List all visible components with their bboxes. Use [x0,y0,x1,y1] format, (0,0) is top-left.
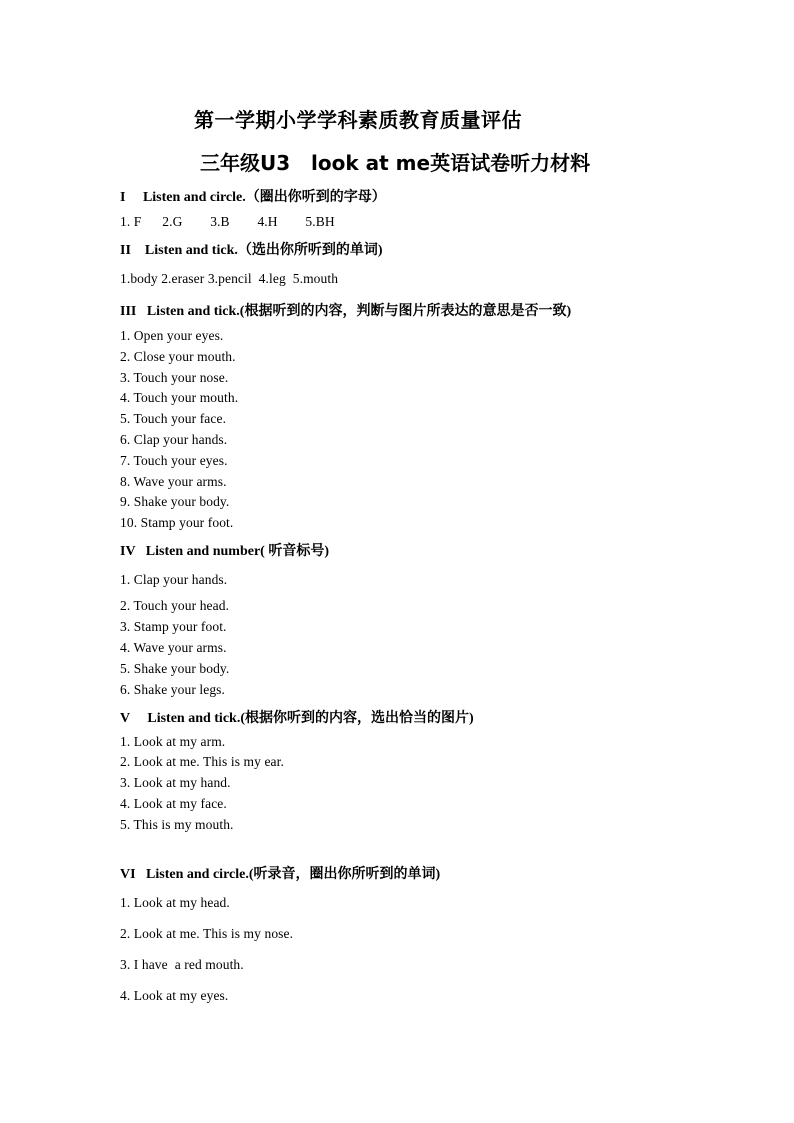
section-6-item: 2. Look at me. This is my nose. [120,926,294,941]
section-4-item: 2. Touch your head. [120,598,230,613]
section-heading-6: VI Listen and circle.(听录音，圈出你所听到的单词) [120,867,441,882]
section-3-item: 1. Open your eyes. [120,328,224,343]
section-3-item: 8. Wave your arms. [120,474,227,489]
section-heading-1: I Listen and circle.（圈出你听到的字母） [120,190,386,205]
section-3-item: 2. Close your mouth. [120,349,236,364]
section-1-item: 1. F 2.G 3.B 4.H 5.BH [120,214,335,229]
section-6-item: 3. I have a red mouth. [120,957,244,972]
section-5-item: 4. Look at my face. [120,796,227,811]
section-3-item: 6. Clap your hands. [120,432,228,447]
section-3-item: 4. Touch your mouth. [120,390,239,405]
section-3-item: 10. Stamp your foot. [120,515,234,530]
section-heading-4: IV Listen and number( 听音标号) [120,544,329,559]
section-5-item: 3. Look at my hand. [120,775,231,790]
section-3-item: 9. Shake your body. [120,494,230,509]
section-4-item: 6. Shake your legs. [120,682,226,697]
section-5-item: 2. Look at me. This is my ear. [120,754,284,769]
section-5-item: 5. This is my mouth. [120,817,234,832]
document-subtitle: 三年级U3 look at me英语试卷听力材料 [200,151,591,175]
section-4-item: 1. Clap your hands. [120,572,228,587]
section-5-item: 1. Look at my arm. [120,734,226,749]
section-6-item: 4. Look at my eyes. [120,988,229,1003]
section-4-item: 5. Shake your body. [120,661,230,676]
section-4-item: 4. Wave your arms. [120,640,227,655]
section-6-item: 1. Look at my head. [120,895,230,910]
section-heading-2: II Listen and tick.（选出你所听到的单词) [120,243,383,258]
section-3-item: 7. Touch your eyes. [120,453,228,468]
section-3-item: 5. Touch your face. [120,411,227,426]
section-3-item: 3. Touch your nose. [120,370,229,385]
section-heading-3: III Listen and tick.(根据听到的内容，判断与图片所表达的意思是否一致) [120,304,572,319]
section-2-item: 1.body 2.eraser 3.pencil 4.leg 5.mouth [120,271,339,286]
section-heading-5: V Listen and tick.(根据你听到的内容，选出恰当的图片) [120,711,474,726]
document-title: 第一学期小学学科素质教育质量评估 [194,108,522,132]
section-4-item: 3. Stamp your foot. [120,619,227,634]
